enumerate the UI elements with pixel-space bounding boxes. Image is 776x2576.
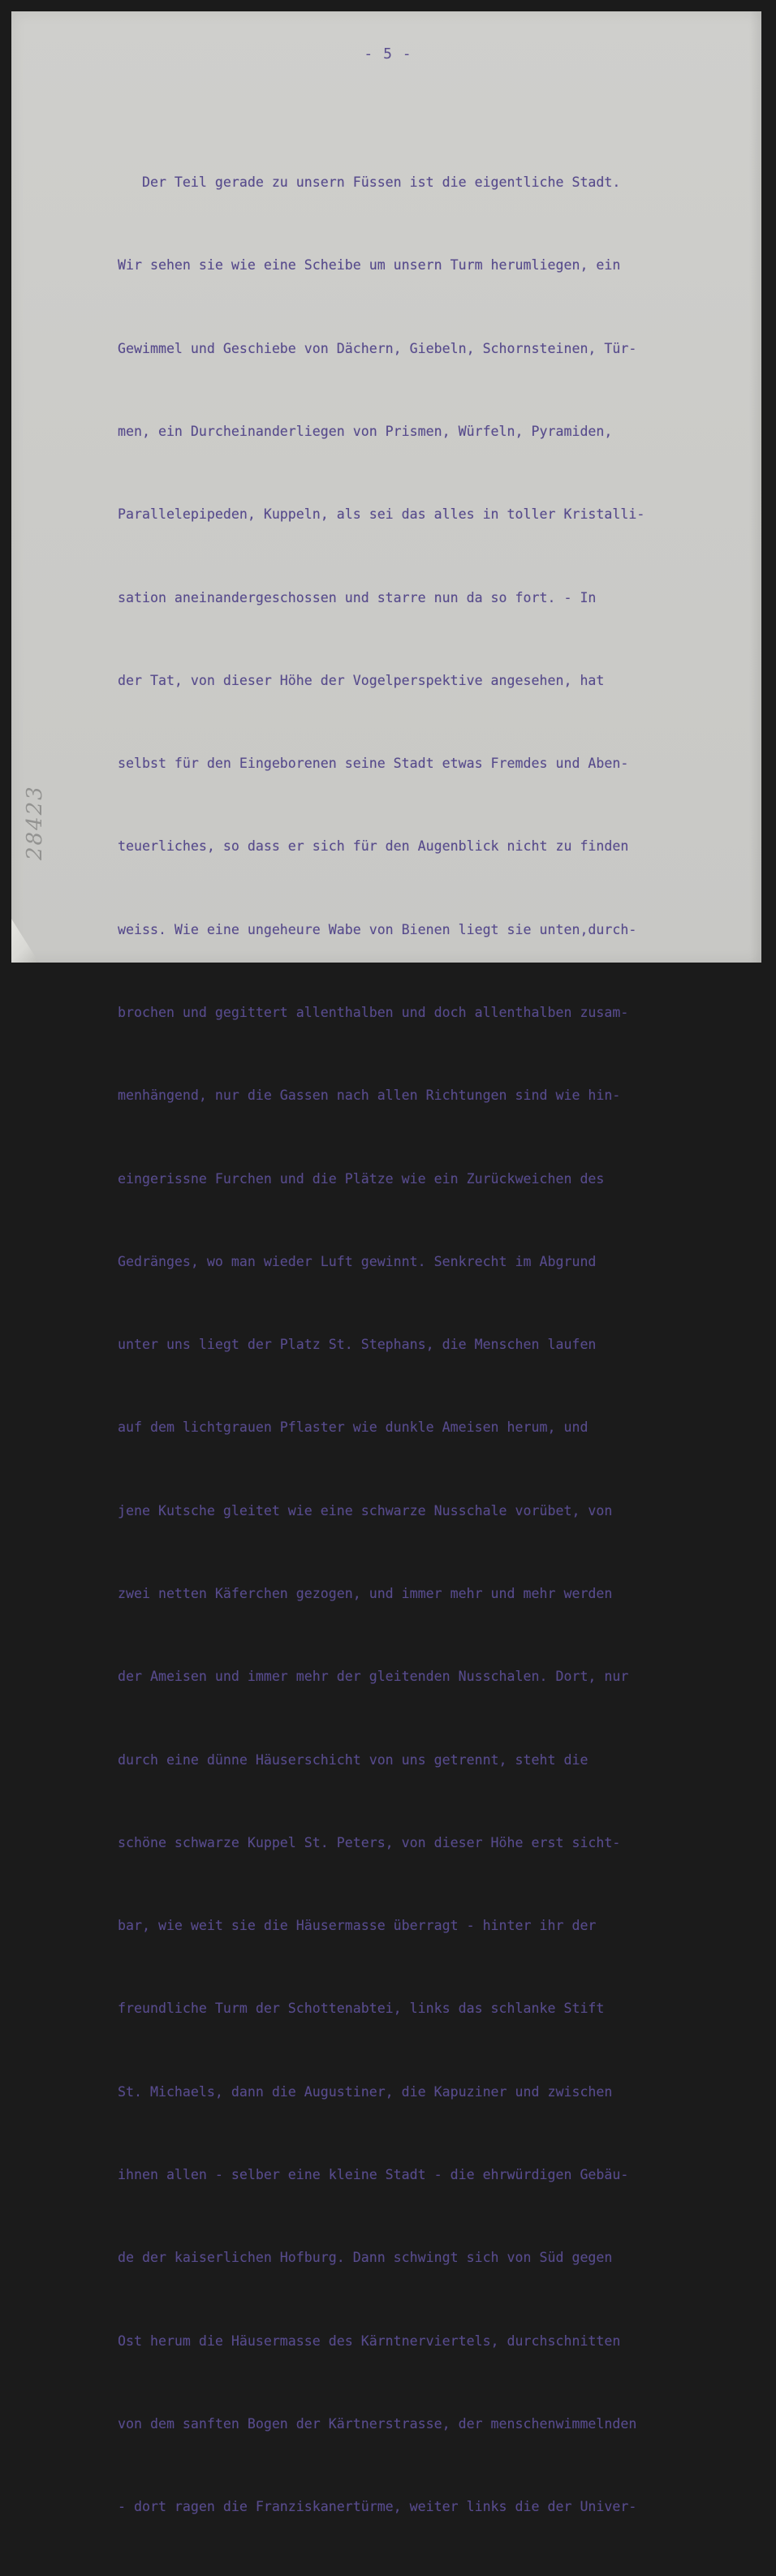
text-line: weiss. Wie eine ungeheure Wabe von Bienen liegt sie unten,durch-	[118, 921, 637, 937]
text-line: der Tat, von dieser Höhe der Vogelperspektive angesehen, hat	[118, 672, 605, 688]
text-line: zwei netten Käferchen gezogen, und immer mehr und mehr werden	[118, 1585, 613, 1601]
text-line: schöne schwarze Kuppel St. Peters, von dieser Höhe erst sicht-	[118, 1834, 621, 1850]
text-line: durch eine dünne Häuserschicht von uns getrennt, steht die	[118, 1751, 588, 1768]
text-line: von dem sanften Bogen der Kärtnerstrasse, der menschenwimmelnden	[118, 2415, 637, 2432]
text-line: Gedränges, wo man wieder Luft gewinnt. Senkrecht im Abgrund	[118, 1253, 597, 1269]
text-line: auf dem lichtgrauen Pflaster wie dunkle Ameisen herum, und	[118, 1419, 588, 1436]
text-line: Ost herum die Häusermasse des Kärntnerviertels, durchschnitten	[118, 2333, 621, 2349]
text-line: ihnen allen - selber eine kleine Stadt - die ehrwürdigen Gebäu-	[118, 2166, 629, 2182]
text-line: Gewimmel und Geschiebe von Dächern, Giebeln, Schornsteinen, Tür-	[118, 340, 637, 356]
text-line: bar, wie weit sie die Häusermasse überragt - hinter ihr der	[118, 1918, 597, 1934]
text-line: Der Teil gerade zu unsern Füssen ist die eigentliche Stadt.	[118, 174, 621, 191]
text-line: de der kaiserlichen Hofburg. Dann schwingt sich von Süd gegen	[118, 2250, 613, 2266]
text-line: eingerissne Furchen und die Plätze wie ein Zurückweichen des	[118, 1170, 605, 1187]
text-line: der Ameisen und immer mehr der gleitenden Nusschalen. Dort, nur	[118, 1669, 629, 1685]
text-line: teuerliches, so dass er sich für den Augenblick nicht zu finden	[118, 838, 629, 855]
text-line: selbst für den Eingeborenen seine Stadt etwas Fremdes und Aben-	[118, 756, 629, 772]
body-text	[118, 114, 735, 2576]
page-edge-shadow	[750, 11, 761, 963]
text-line: Parallelepipeden, Kuppeln, als sei das alles in toller Kristalli-	[118, 506, 645, 523]
handwritten-archive-number: 28423	[23, 785, 47, 860]
text-line: unter uns liegt der Platz St. Stephans, die Menschen laufen	[118, 1337, 597, 1353]
page-number: - 5 -	[364, 45, 412, 62]
text-line: brochen und gegittert allenthalben und doch allenthalben zusam-	[118, 1005, 629, 1020]
text-line: menhängend, nur die Gassen nach allen Richtungen sind wie hin-	[118, 1088, 621, 1104]
text-line: St. Michaels, dann die Augustiner, die Kapuziner und zwischen	[118, 2083, 613, 2100]
text-line: jene Kutsche gleitet wie eine schwarze Nusschale vorübet, von	[118, 1502, 613, 1518]
text-line: sation aneinandergeschossen und starre nun da so fort. - In	[118, 589, 597, 605]
text-line: Wir sehen sie wie eine Scheibe um unsern Turm herumliegen, ein	[118, 257, 621, 274]
text-line: freundliche Turm der Schottenabtei, links das schlanke Stift	[118, 2001, 605, 2017]
text-line: men, ein Durcheinanderliegen von Prismen, Würfeln, Pyramiden,	[118, 424, 613, 440]
text-line: - dort ragen die Franziskanertürme, weiter links die der Univer-	[118, 2499, 637, 2515]
